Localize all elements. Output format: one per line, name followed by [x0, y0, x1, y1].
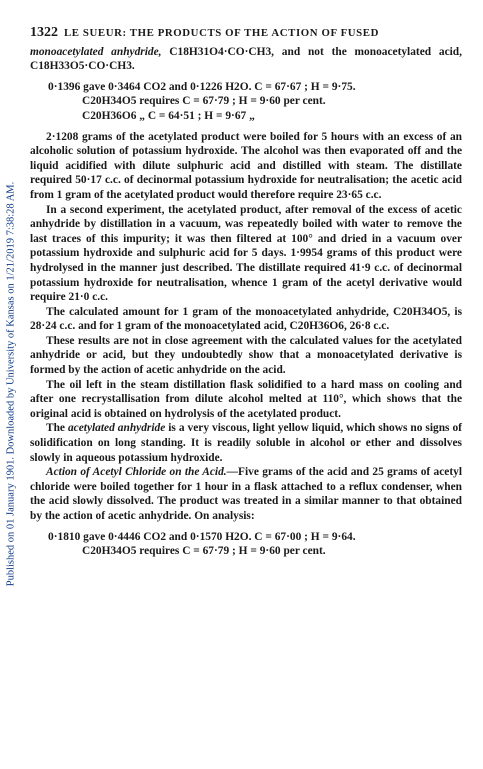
paragraph-7	[30, 421, 462, 465]
paragraph-5: These results are not in close agreement with the calculated values for the acetylated anhydride or acid, but they undoubtedly show that a monoacetylated derivative is formed by the action of acetic anhydride on the acid.	[30, 334, 462, 377]
watermark-text: Published on 01 January 1901. Downloaded by University of Kansas on 1/21/2019 7:38:28 AM.	[5, 181, 17, 587]
analysis-line-5: C20H34O5 requires C = 67·79 ; H = 9·60 per cent.	[82, 545, 326, 558]
anhydride-term-2: acetylated anhydride	[67, 422, 166, 435]
download-watermark	[0, 0, 22, 769]
paragraph-7-lead: The	[46, 422, 68, 435]
paragraph-4: The calculated amount for 1 gram of the monoacetylated anhydride, C20H34O5, is 28·24 c.c. and for 1 gram of the monoacetylated acid, C20H36O6, 26·8 c.c.	[30, 305, 462, 333]
running-title: LE SUEUR: THE PRODUCTS OF THE ACTION OF FUSED	[64, 27, 379, 39]
page-header	[30, 26, 462, 41]
page-number: 1322	[30, 25, 58, 40]
paragraph-7-text: is a very viscous, light yellow liquid, which shows no signs of solidification on long standing. It is readily soluble in alcohol or ether and dissolves slowly in aqueous potassium hydroxide.	[30, 422, 462, 464]
paragraph-1	[30, 45, 462, 74]
analysis-line-1: 0·1396 gave 0·3464 CO2 and 0·1226 H2O. C = 67·67 ; H = 9·75.	[48, 80, 356, 93]
paragraph-8	[30, 465, 462, 523]
paragraph-6: The oil left in the steam distillation flask solidified to a hard mass on cooling and after one recrystallisation from dilute alcohol melted at 110°, which shows that the original acid is obtained on hydrolysis of the acetylated product.	[30, 378, 462, 420]
anhydride-term: monoacetylated anhydride,	[30, 45, 162, 58]
section-heading: Action of Acetyl Chloride on the Acid.	[46, 466, 227, 479]
analysis-line-2: C20H34O5 requires C = 67·79 ; H = 9·60 per cent.	[82, 95, 326, 108]
journal-page	[30, 26, 462, 559]
paragraph-3: In a second experiment, the acetylated product, after removal of the excess of acetic anhydride by distillation in a vacuum, was repeatedly boiled with water to remove the last traces of this impurity; it was then filtered at 100° and dried in a vacuum over potassium hydroxide and sulphuric acid for 5 days. 1·9954 grams of this product were hydrolysed in the manner just described. The distillate required 41·9 c.c. of decinormal potassium hydroxide for neutralisation, whence 1 gram of the acetyl derivative would require 21·0 c.c.	[30, 203, 462, 304]
analysis-line-4: 0·1810 gave 0·4446 CO2 and 0·1570 H2O. C = 67·00 ; H = 9·64.	[48, 530, 356, 543]
paragraph-2: 2·1208 grams of the acetylated product were boiled for 5 hours with an excess of an alcoholic solution of potassium hydroxide. The alcohol was then evaporated off and the liquid acidified with dilute sulphuric acid and distilled with steam. The distillate required 50·17 c.c. of decinormal potassium hydroxide for neutralisation; the acetic acid from 1 gram of the acetylated product would therefore require 23·65 c.c.	[30, 130, 462, 201]
paragraph-1-text: C18H31O4·CO·CH3, and not the monoacetylated acid, C18H33O5·CO·CH3.	[30, 45, 462, 73]
analysis-line-3: C20H36O6 „ C = 64·51 ; H = 9·67 „	[82, 109, 255, 122]
paragraph-8-text: —Five grams of the acid and 25 grams of acetyl chloride were boiled together for 1 hour in a flask attached to a reflux condenser, when the acid slowly dissolved. The product was treated in a similar manner to that obtained by the action of acetic anhydride. On analysis:	[30, 466, 462, 522]
